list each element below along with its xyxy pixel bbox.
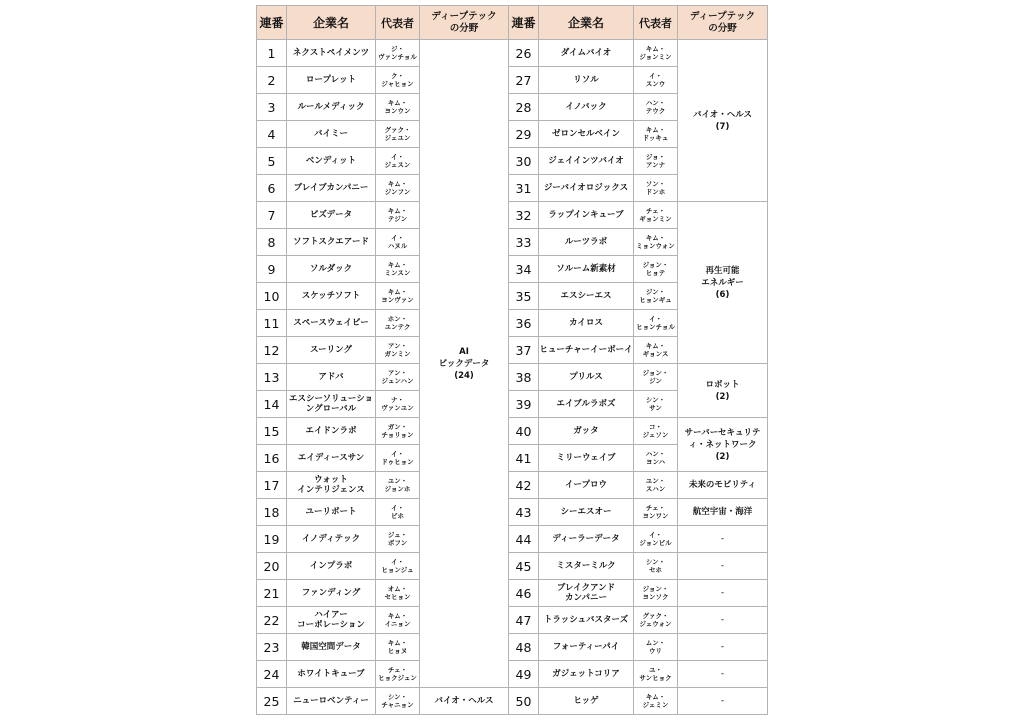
serial-number: 38 — [509, 364, 539, 391]
company-name: エスシーエス — [539, 283, 634, 310]
representative-name: イ・ ハヌル — [376, 229, 420, 256]
serial-number: 23 — [257, 634, 287, 661]
serial-number: 16 — [257, 445, 287, 472]
company-name: フォーティーパイ — [539, 634, 634, 661]
serial-number: 3 — [257, 94, 287, 121]
company-name: イープロウ — [539, 472, 634, 499]
table-row — [257, 499, 768, 526]
serial-number: 27 — [509, 67, 539, 94]
representative-name: ジュ・ ボフン — [376, 526, 420, 553]
representative-name: ジン・ ヒョンギュ — [634, 283, 678, 310]
serial-number: 15 — [257, 418, 287, 445]
representative-name: チェ・ ヒョクジュン — [376, 661, 420, 688]
serial-number: 41 — [509, 445, 539, 472]
serial-number: 50 — [509, 688, 539, 715]
table-row — [257, 580, 768, 607]
representative-name: キム・ ジンフン — [376, 175, 420, 202]
company-name: ハイアー コーポレーション — [287, 607, 376, 634]
serial-number: 32 — [509, 202, 539, 229]
serial-number: 25 — [257, 688, 287, 715]
company-name: ルーツラボ — [539, 229, 634, 256]
representative-name: イ・ ヒョンジュ — [376, 553, 420, 580]
company-name: 韓国空間データ — [287, 634, 376, 661]
serial-number: 1 — [257, 40, 287, 67]
company-name: アドバ — [287, 364, 376, 391]
company-name: ソルーム新素材 — [539, 256, 634, 283]
deeptech-field: サーバーセキュリテ ィ・ネットワーク (2) — [678, 418, 768, 472]
startup-table — [256, 5, 768, 715]
representative-name: グァク・ ジェウォン — [634, 607, 678, 634]
table-row — [257, 688, 768, 715]
company-name: ウォット インテリジェンス — [287, 472, 376, 499]
representative-name: チェ・ ギョンミン — [634, 202, 678, 229]
serial-number: 33 — [509, 229, 539, 256]
representative-name: チェ・ ヨンワン — [634, 499, 678, 526]
representative-name: キム・ ジョンミン — [634, 40, 678, 67]
representative-name: ユン・ スハン — [634, 472, 678, 499]
serial-number: 49 — [509, 661, 539, 688]
representative-name: キム・ ジェミン — [634, 688, 678, 715]
representative-name: イ・ ジェスン — [376, 148, 420, 175]
company-name: スーリング — [287, 337, 376, 364]
serial-number: 36 — [509, 310, 539, 337]
representative-name: コ・ ジェソン — [634, 418, 678, 445]
serial-number: 6 — [257, 175, 287, 202]
deeptech-field: - — [678, 688, 768, 715]
company-name: ロープレット — [287, 67, 376, 94]
company-name: インプラボ — [287, 553, 376, 580]
deeptech-field: - — [678, 580, 768, 607]
representative-name: ジョン・ ヨンソク — [634, 580, 678, 607]
company-name: プリルス — [539, 364, 634, 391]
table-row — [257, 526, 768, 553]
serial-number: 2 — [257, 67, 287, 94]
serial-number: 9 — [257, 256, 287, 283]
representative-name: イ・ スンウ — [634, 67, 678, 94]
company-name: ルールメディック — [287, 94, 376, 121]
serial-number: 44 — [509, 526, 539, 553]
company-name: イノディテック — [287, 526, 376, 553]
deeptech-field: - — [678, 553, 768, 580]
serial-number: 40 — [509, 418, 539, 445]
deeptech-field: AI ビックデータ (24) — [420, 40, 509, 688]
representative-name: ソン・ ドンホ — [634, 175, 678, 202]
representative-name: イ・ ビホ — [376, 499, 420, 526]
serial-number: 29 — [509, 121, 539, 148]
serial-number: 24 — [257, 661, 287, 688]
deeptech-field: バイオ・ヘルス — [420, 688, 509, 715]
serial-number: 21 — [257, 580, 287, 607]
serial-number: 28 — [509, 94, 539, 121]
representative-name: グァク・ ジェユン — [376, 121, 420, 148]
representative-name: ナ・ ヴァンユン — [376, 391, 420, 418]
serial-number: 5 — [257, 148, 287, 175]
company-name: ラップインキューブ — [539, 202, 634, 229]
company-name: ヒューチャーイーボーイ — [539, 337, 634, 364]
serial-number: 26 — [509, 40, 539, 67]
company-name: ニューロベンティー — [287, 688, 376, 715]
company-name: ブレイブカンパニー — [287, 175, 376, 202]
serial-number: 31 — [509, 175, 539, 202]
representative-name: キム・ テジン — [376, 202, 420, 229]
deeptech-field: バイオ・ヘルス (7) — [678, 40, 768, 202]
table-row — [257, 661, 768, 688]
representative-name: キム・ ミンスン — [376, 256, 420, 283]
company-name: エイブルラボズ — [539, 391, 634, 418]
representative-name: ハン・ ヨンハ — [634, 445, 678, 472]
company-name: ガジェットコリア — [539, 661, 634, 688]
representative-name: ジョ・ アンナ — [634, 148, 678, 175]
representative-name: キム・ ヒョヌ — [376, 634, 420, 661]
representative-name: イ・ ヒョンチョル — [634, 310, 678, 337]
serial-number: 48 — [509, 634, 539, 661]
deeptech-field: - — [678, 607, 768, 634]
company-name: スケッチソフト — [287, 283, 376, 310]
serial-number: 4 — [257, 121, 287, 148]
deeptech-field: - — [678, 526, 768, 553]
table-row — [257, 202, 768, 229]
serial-number: 37 — [509, 337, 539, 364]
serial-number: 47 — [509, 607, 539, 634]
representative-name: キム・ ヨンウン — [376, 94, 420, 121]
representative-name: ク・ ジャヒョン — [376, 67, 420, 94]
representative-name: ムン・ ウリ — [634, 634, 678, 661]
company-name: スペースウェイビー — [287, 310, 376, 337]
serial-number: 30 — [509, 148, 539, 175]
company-name: ヒッゲ — [539, 688, 634, 715]
representative-name: キム・ ドッキュ — [634, 121, 678, 148]
representative-name: ホン・ ユンテク — [376, 310, 420, 337]
representative-name: キム・ ミョンウォン — [634, 229, 678, 256]
header-serial-left: 連番 — [257, 6, 287, 40]
header-row — [257, 6, 768, 40]
header-field-right: ディープテック の分野 — [678, 6, 768, 40]
serial-number: 22 — [257, 607, 287, 634]
representative-name: シン・ チャニョン — [376, 688, 420, 715]
serial-number: 8 — [257, 229, 287, 256]
deeptech-field: ロボット (2) — [678, 364, 768, 418]
representative-name: シン・ セホ — [634, 553, 678, 580]
company-name: ミリーウェイブ — [539, 445, 634, 472]
serial-number: 7 — [257, 202, 287, 229]
serial-number: 39 — [509, 391, 539, 418]
company-name: リソル — [539, 67, 634, 94]
header-company-right: 企業名 — [539, 6, 634, 40]
representative-name: ジョン・ ヒョテ — [634, 256, 678, 283]
serial-number: 10 — [257, 283, 287, 310]
serial-number: 45 — [509, 553, 539, 580]
serial-number: 43 — [509, 499, 539, 526]
company-name: ファンディング — [287, 580, 376, 607]
company-name: エスシーソリューショ ングローバル — [287, 391, 376, 418]
deeptech-field: 航空宇宙・海洋 — [678, 499, 768, 526]
company-name: ディーラーデータ — [539, 526, 634, 553]
company-name: ユーリボート — [287, 499, 376, 526]
company-name: ダイムバイオ — [539, 40, 634, 67]
company-name: バイミー — [287, 121, 376, 148]
serial-number: 34 — [509, 256, 539, 283]
company-name: ガッタ — [539, 418, 634, 445]
company-name: ベンディット — [287, 148, 376, 175]
serial-number: 46 — [509, 580, 539, 607]
representative-name: キム・ ヨンヴァン — [376, 283, 420, 310]
representative-name: イ・ ジョンビル — [634, 526, 678, 553]
serial-number: 20 — [257, 553, 287, 580]
company-name: ソルダック — [287, 256, 376, 283]
company-name: トラッシュバスターズ — [539, 607, 634, 634]
header-serial-right: 連番 — [509, 6, 539, 40]
company-name: ネクストペイメンツ — [287, 40, 376, 67]
table-row — [257, 40, 768, 67]
header-company-left: 企業名 — [287, 6, 376, 40]
serial-number: 19 — [257, 526, 287, 553]
deeptech-field: 再生可能 エネルギー (6) — [678, 202, 768, 364]
table-row — [257, 418, 768, 445]
representative-name: アン・ ガンミン — [376, 337, 420, 364]
serial-number: 18 — [257, 499, 287, 526]
company-name: シーエスオー — [539, 499, 634, 526]
company-name: ブレイクアンド カンパニー — [539, 580, 634, 607]
representative-name: イ・ ドゥヒョン — [376, 445, 420, 472]
representative-name: ジョン・ ジン — [634, 364, 678, 391]
representative-name: ジ・ ヴァンチョル — [376, 40, 420, 67]
representative-name: オム・ セヒョン — [376, 580, 420, 607]
company-name: エイドンラボ — [287, 418, 376, 445]
deeptech-field: 未来のモビリティ — [678, 472, 768, 499]
representative-name: ユン・ ジョンホ — [376, 472, 420, 499]
representative-name: キム・ イニョン — [376, 607, 420, 634]
deeptech-field: - — [678, 661, 768, 688]
company-name: ミスターミルク — [539, 553, 634, 580]
company-name: ジェイインツバイオ — [539, 148, 634, 175]
representative-name: キム・ ギョンス — [634, 337, 678, 364]
representative-name: シン・ サン — [634, 391, 678, 418]
serial-number: 17 — [257, 472, 287, 499]
table-row — [257, 607, 768, 634]
table-row — [257, 364, 768, 391]
representative-name: ガン・ チョリョン — [376, 418, 420, 445]
representative-name: ハン・ テウク — [634, 94, 678, 121]
company-name: ソフトスクエアード — [287, 229, 376, 256]
table-row — [257, 472, 768, 499]
serial-number: 12 — [257, 337, 287, 364]
company-name: ホワイトキューブ — [287, 661, 376, 688]
company-name: ジーバイオロジックス — [539, 175, 634, 202]
serial-number: 14 — [257, 391, 287, 418]
representative-name: アン・ ジュンハン — [376, 364, 420, 391]
header-representative-right: 代表者 — [634, 6, 678, 40]
serial-number: 42 — [509, 472, 539, 499]
company-name: ゼロンセルベイン — [539, 121, 634, 148]
header-representative-left: 代表者 — [376, 6, 420, 40]
deeptech-field: - — [678, 634, 768, 661]
company-name: イノバック — [539, 94, 634, 121]
company-name: ビズデータ — [287, 202, 376, 229]
serial-number: 11 — [257, 310, 287, 337]
serial-number: 35 — [509, 283, 539, 310]
table-row — [257, 553, 768, 580]
representative-name: ユ・ サンヒョク — [634, 661, 678, 688]
header-field-left: ディープテック の分野 — [420, 6, 509, 40]
serial-number: 13 — [257, 364, 287, 391]
company-name: エイディースサン — [287, 445, 376, 472]
table-row — [257, 634, 768, 661]
company-name: カイロス — [539, 310, 634, 337]
